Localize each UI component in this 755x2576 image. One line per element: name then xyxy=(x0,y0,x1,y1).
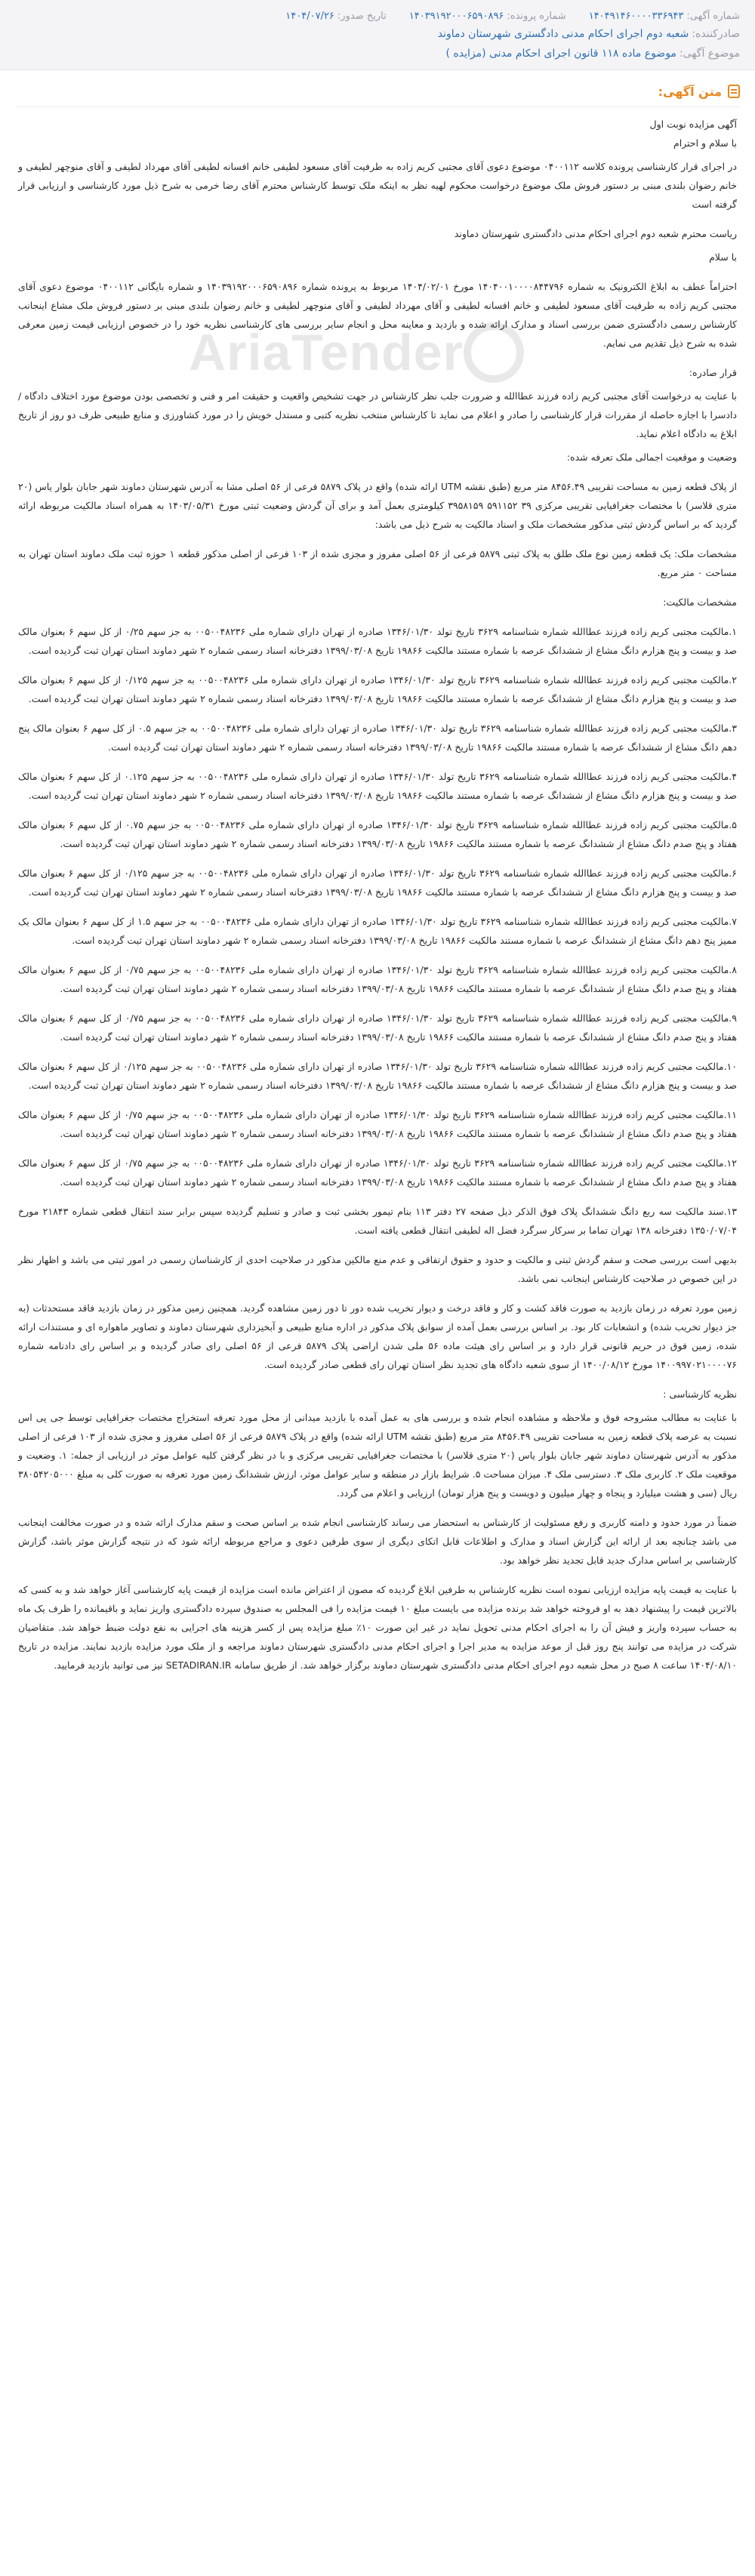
issuer-row: صادرکننده:شعبه دوم اجرای احکام مدنی دادگستری شهرستان دماوند xyxy=(437,28,740,40)
paragraph-reference: احتراماً عطف به ابلاغ الکترونیک به شماره ۱۴۰۴۰۰۱۰۰۰۰۸۴۴۷۹۶ مورخ ۱۴۰۴/۰۲/۰۱ مربوط به پرونده شماره ۱۴۰۳۹۱۹۲۰۰۰۶۵۹۰۸۹۶ و شماره بایگانی ۰۴۰۰۱۱۲ موضوع دعوی آقای مجتبی کریم زاده به طرفیت آقای مسعود لطیفی و خانم افسانه لطیفی و آقای مهرداد لطیفی و آقای منوچهر لطیفی و خانم رضوان بلندی مبنی بر دستور فروش ملک مشاع اینجانب کارشناس رسمی دادگستری ضمن بررسی اسناد و مدارک ارائه شده و بازدید و معاینه محل و انجام سایر بررسی های کارشناسی نظریه خود را در خصوص ارزیابی قیمت زمین معرفی شده به شرح ذیل تقدیم می نمایم. xyxy=(18,281,738,349)
ownership-item: ۱.مالکیت مجتبی کریم زاده فرزند عطاالله شماره شناسنامه ۳۶۲۹ تاریخ تولد ۱۳۴۶/۰۱/۳۰ صادره از تهران دارای شماره ملی ۰۰۵۰۰۴۸۲۳۶ به جز سهم ۰/۲۵ از کل سهم ۶ بعنوان مالک صد و بیست و پنج هزارم دانگ مشاع از ششدانگ عرصه با شماره مستند مالکیت ۱۹۸۶۶ تاریخ ۱۳۹۹/۰۳/۰۸ دفترخانه اسناد رسمی شماره ۲ شهر دماوند استان تهران ثبت گردیده است. xyxy=(18,626,737,656)
ownership-item: ۴.مالکیت مجتبی کریم زاده فرزند عطاالله شماره شناسنامه ۳۶۲۹ تاریخ تولد ۱۳۴۶/۰۱/۳۰ صادره از تهران دارای شماره ملی ۰۰۵۰۰۴۸۲۳۶ به جز سهم ۰.۱۲۵ از کل سهم ۶ بعنوان مالک صد و بیست و پنج هزارم دانگ مشاع از ششدانگ عرصه با شماره مستند مالکیت ۱۹۸۶۶ تاریخ ۱۳۹۹/۰۳/۰۸ دفترخانه اسناد رسمی شماره ۲ شهر دماوند استان تهران ثبت گردیده است. xyxy=(18,771,737,801)
paragraph-disclaimer: بدیهی است بررسی صحت و سقم گردش ثبتی و مالکیت و حدود و حقوق ارتفاقی و عدم منع مالکین مذکور در صلاحیت احدی از کارشناسان رسمی در امور ثبتی می باشد و اظهار نظر در این خصوص در صلاحیت کارشناس اینجانب نمی باشد. xyxy=(18,1254,737,1284)
announcement-header xyxy=(0,0,755,70)
ownership-item: ۷.مالکیت مجتبی کریم زاده فرزند عطاالله شماره شناسنامه ۳۶۲۹ تاریخ تولد ۱۳۴۶/۰۱/۳۰ صادره از تهران دارای شماره ملی ۰۰۵۰۰۴۸۲۳۶ به جز سهم ۱.۵ از کل سهم ۶ بعنوان مالک یک ممیز پنج دهم دانگ مشاع از ششدانگ عرصه با شماره مستند مالکیت ۱۹۸۶۶ تاریخ ۱۳۹۹/۰۳/۰۸ دفترخانه اسناد رسمی شماره ۲ شهر دماوند استان تهران ثبت گردیده است. xyxy=(18,916,737,946)
document-icon xyxy=(728,85,740,98)
paragraph-order: با عنایت به درخواست آقای مجتبی کریم زاده فرزند عطاالله و ضرورت جلب نظر کارشناس در جهت تشخیص واقعیت و حقیقت امر و فنی و تخصصی بودن موضوع مورد اختلاف دادگاه / دادسرا با اجازه حاصله از مقررات قرار کارشناسی را صادر و اعلام می نماید تا کارشناس منتخب نظریه کتبی و مستدل خویش را در مورد کشاورزی و منابع طبیعی ظرف دو روز از تاریخ ابلاغ به دادگاه اعلام نماید. xyxy=(18,390,737,439)
heading-order: قرار صادره: xyxy=(689,367,737,378)
case-number: شماره پرونده:۱۴۰۳۹۱۹۲۰۰۰۶۵۹۰۸۹۶ xyxy=(408,10,566,22)
ownership-item: ۱۰.مالکیت مجتبی کریم زاده فرزند عطاالله شماره شناسنامه ۳۶۲۹ تاریخ تولد ۱۳۴۶/۰۱/۳۰ صادره از تهران دارای شماره ملی ۰۰۵۰۰۴۸۲۳۶ به جز سهم ۰/۱۲۵ از کل سهم ۶ بعنوان مالک صد و بیست و پنج هزارم دانگ مشاع از ششدانگ عرصه با شماره مستند مالکیت ۱۹۸۶۶ تاریخ ۱۳۹۹/۰۳/۰۸ دفترخانه اسناد رسمی شماره ۲ شهر دماوند استان تهران ثبت گردیده است. xyxy=(18,1061,737,1091)
paragraph-property-specs: مشخصات ملک: یک قطعه زمین نوع ملک طلق به پلاک ثبتی ۵۸۷۹ فرعی از ۵۶ اصلی مفروز و مجزی شده از ۱۰۳ فرعی از اصلی مذکور قطعه ۱ حوزه ثبت ملک دماوند استان تهران به مساحت ۰ متر مربع. xyxy=(18,548,737,578)
issue-date: تاریخ صدور:۱۴۰۴/۰۷/۲۶ xyxy=(285,10,387,22)
ownership-item: ۵.مالکیت مجتبی کریم زاده فرزند عطاالله شماره شناسنامه ۳۶۲۹ تاریخ تولد ۱۳۴۶/۰۱/۳۰ صادره از تهران دارای شماره ملی ۰۰۵۰۰۴۸۲۳۶ به جز سهم ۰.۷۵ از کل سهم ۶ بعنوان مالک هفتاد و پنج صدم دانگ مشاع از ششدانگ عرصه با شماره مستند مالکیت ۱۹۸۶۶ تاریخ ۱۳۹۹/۰۳/۰۸ دفترخانه اسناد رسمی شماره ۲ شهر دماوند استان تهران ثبت گردیده است. xyxy=(18,819,737,849)
paragraph-salutation: با سلام xyxy=(709,251,737,263)
meta-row xyxy=(15,8,740,24)
ownership-item: ۱۳.سند مالکیت سه ربع دانگ ششدانگ پلاک فوق الذکر ذیل صفحه ۲۷ دفتر ۱۱۳ بنام تیمور بخشی ثبت و صادر و تسلیم گردیده سپس برابر سند انتقال قطعی شماره ۲۱۸۴۳ مورخ ۱۳۵۰/۰۷/۰۴ دفترخانه ۱۳۸ تهران تماما بر سرکار سرگرد فضل اله لطیفی انتقال قطعی یافته است. xyxy=(18,1206,738,1236)
heading-property-status: وضعیت و موقعیت اجمالی ملک تعرفه شده: xyxy=(566,451,737,463)
paragraph-greeting: با سلام و احترام xyxy=(673,137,737,149)
heading-ownership: مشخصات مالکیت: xyxy=(663,596,737,608)
paragraph-addressee: ریاست محترم شعبه دوم اجرای احکام مدنی دادگستری شهرستان دماوند xyxy=(454,228,737,239)
paragraph-title: آگهی مزایده نوبت اول xyxy=(649,119,737,130)
ownership-item: ۱۲.مالکیت مجتبی کریم زاده فرزند عطاالله شماره شناسنامه ۳۶۲۹ تاریخ تولد ۱۳۴۶/۰۱/۳۰ صادره از تهران دارای شماره ملی ۰۰۵۰۰۴۸۲۳۶ به جز سهم ۰/۷۵ از کل سهم ۶ بعنوان مالک هفتاد و پنج صدم دانگ مشاع از ششدانگ عرصه با شماره مستند مالکیت ۱۹۸۶۶ تاریخ ۱۳۹۹/۰۳/۰۸ دفترخانه اسناد رسمی شماره ۲ شهر دماوند استان تهران ثبت گردیده است. xyxy=(18,1157,737,1188)
announcement-body xyxy=(0,107,755,1675)
paragraph-intro: در اجرای قرار کارشناسی پرونده کلاسه ۰۴۰۰۱۱۲ موضوع دعوی آقای مجتبی کریم زاده به طرفیت آقای مسعود لطیفی خانم افسانه لطیفی آقای مهرداد لطیفی و آقای منوچهر لطیفی و خانم رضوان بلندی مبنی بر دستور فروش ملک موضوع درخواست محکوم لهیه نظر به اینکه ملک توسط کارشناس محترم آقای رضا خرمی به شرح ذیل مورد کارشناسی و ارزیابی قرار گرفته است xyxy=(18,161,737,210)
heading-expert-opinion: نظریه کارشناسی : xyxy=(663,1388,737,1400)
announcement-number: شماره آگهی:۱۴۰۴۹۱۴۶۰۰۰۰۳۳۶۹۴۳ xyxy=(588,10,740,22)
ownership-item: ۳.مالکیت مجتبی کریم زاده فرزند عطاالله شماره شناسنامه ۳۶۲۹ تاریخ تولد ۱۳۴۶/۰۱/۳۰ صادره از تهران دارای شماره ملی ۰۰۵۰۰۴۸۲۳۶ به جز سهم ۰.۵ از کل سهم ۶ بعنوان مالک پنج دهم دانگ مشاع از ششدانگ عرصه با شماره مستند مالکیت ۱۹۸۶۶ تاریخ ۱۳۹۹/۰۳/۰۸ دفترخانه اسناد رسمی شماره ۲ شهر دماوند استان تهران ثبت گردیده است. xyxy=(18,723,737,753)
ownership-item: ۶.مالکیت مجتبی کریم زاده فرزند عطاالله شماره شناسنامه ۳۶۲۹ تاریخ تولد ۱۳۴۶/۰۱/۳۰ صادره از تهران دارای شماره ملی ۰۰۵۰۰۴۸۲۳۶ به جز سهم ۰/۱۲۵ از کل سهم ۶ بعنوان مالک صد و بیست و پنج هزارم دانگ مشاع از ششدانگ عرصه با شماره مستند مالکیت ۱۹۸۶۶ تاریخ ۱۳۹۹/۰۳/۰۸ دفترخانه اسناد رسمی شماره ۲ شهر دماوند استان تهران ثبت گردیده است. xyxy=(18,867,737,898)
subject-row: موضوع آگهی:موضوع ماده ۱۱۸ قانون اجرای احکام مدنی (مزایده ) xyxy=(445,48,740,60)
paragraph-property-location: از پلاک قطعه زمین به مساحت تقریبی ۸۴۵۶.۴۹ متر مربع (طبق نقشه UTM ارائه شده) واقع در پلاک ۵۸۷۹ فرعی از ۵۶ اصلی مشا به آدرس شهرستان دماوند شهر جابان بلوار یاس (۲۰ متری قلاسر) با مختصات جغرافیایی تقریبی مرکزی ۳۹ ۵۹۱۱۵۲ ۳۹۵۸۱۵۹ کیلومتری بعمل آمد و برای آن گردش وضعیت ثبتی مورخ ۱۴۰۳/۰۵/۳۱ به همراه اسناد مالکیت مربوطه ارائه گردید که بر اساس گردش ثبتی مذکور مشخصات ملک و اسناد مالکیت به شرح ذیل می باشد: xyxy=(18,481,737,530)
paragraph-expert-opinion: با عنایت به مطالب مشروحه فوق و ملاحظه و مشاهده انجام شده و بررسی های به عمل آمده با بازدید میدانی از محل مورد تعرفه استخراج مختصات جغرافیایی توسط جی پی اس نسبت به عرصه پلاک قطعه زمین به مساحت تقریبی ۸۴۵۶.۴۹ متر مربع (طبق نقشه UTM ارائه شده) واقع در پلاک ۵۸۷۹ فرعی از ۵۶ اصلی مفروز و مجزی شده از ۱۰۳ فرعی از اصلی مذکور به آدرس شهرستان دماوند شهر جابان بلوار یاس (۲۰ متری قلاسر) با مختصات جغرافیایی تقریبی مرکزی و با در نظر گرفتن کلیه عوامل موثر در ارزیابی از جمله: ۱. وضعیت و موقعیت ملک ۲. کاربری ملک ۳. دسترسی ملک ۴. میزان مساحت ۵. شرایط بازار در منطقه و سایر عوامل موثر، ارزش ششدانگ زمین مورد تعرفه به صورت کلی به مبلغ ۳۸۰۵۴۲۰۵۰۰۰ ریال (سی و هشت میلیارد و پنجاه و چهار میلیون و دویست و پنج هزار تومان) ارزیابی و اعلام می گردد. xyxy=(18,1412,738,1499)
ownership-item: ۸.مالکیت مجتبی کریم زاده فرزند عطاالله شماره شناسنامه ۳۶۲۹ تاریخ تولد ۱۳۴۶/۰۱/۳۰ صادره از تهران دارای شماره ملی ۰۰۵۰۰۴۸۲۳۶ به جز سهم ۰/۷۵ از کل سهم ۶ بعنوان مالک هفتاد و پنج صدم دانگ مشاع از ششدانگ عرصه با شماره مستند مالکیت ۱۹۸۶۶ تاریخ ۱۳۹۹/۰۳/۰۸ دفترخانه اسناد رسمی شماره ۲ شهر دماوند استان تهران ثبت گردیده است. xyxy=(18,964,737,994)
section-header xyxy=(0,76,755,106)
paragraph-auction-terms: با عنایت به قیمت پایه مزایده ارزیابی نموده است نظریه کارشناس به طرفین ابلاغ گردیده که مصون از اعتراض مانده است مزایده از قیمت پایه کارشناسی آغاز خواهد شد و به کسی که بالاترین قیمت را پیشنهاد دهد به او فروخته خواهد شد برنده مزایده می بایست مبلغ ۱۰ قیمت مزایده را فی المجلس به صندوق سپرده دادگستری واریز نماید و باقیمانده را ظرف یک ماه به حساب سپرده واریز و فیش آن را به اجرای احکام مدنی تحویل نماید در غیر این صورت ۱۰٪ مبلغ مزایده پس از کسر هزینه های اجرایی به نفع دولت ضبط خواهد شد. متقاضیان شرکت در مزایده می توانند پنج روز قبل از موعد مزایده به مدیر اجرا و اجرای احکام مدنی دادگستری شهرستان دماوند مراجعه و از ملک مورد مزایده بازدید نمایند. مزایده در تاریخ ۱۴۰۴/۰۸/۱۰ ساعت ۸ صبح در محل شعبه دوم اجرای احکام مدنی دادگستری شهرستان دماوند برگزار خواهد شد. از طریق سامانه SETADIRAN.IR نیز می توانید بازدید فرمایید. xyxy=(18,1584,737,1671)
paragraph-site-visit: زمین مورد تعرفه در زمان بازدید به صورت فاقد کشت و کار و فاقد درخت و دیوار تخریب شده دور تا دور زمین مشاهده گردید. همچنین زمین مذکور در زمان بازدید فاقد مستحدثات (به جز دیوار تخریب شده) و انشعابات کار بود. بر اساس بررسی بعمل آمده از سوابق پلاک مذکور در اداره منابع طبیعی و آبخیزداری شهرستان دماوند و تصاویر ماهواره ای و مستندات ارائه شده، زمین فوق در حریم قانونی قرار دارد و بر اساس رای هیئت ماده ۵۶ ملی شدن اراضی پلاک ۵۸۷۹ فرعی از ۵۶ اصلی رای صادر گردیده و بر اساس رای دادنامه شماره ۱۴۰۰۹۹۷۰۲۱۰۰۰۰۷۶ مورخ ۱۴۰۰/۰۸/۱۲ از سوی شعبه دادگاه های تجدید نظر استان تهران رای قطعی صادر گردیده است. xyxy=(18,1302,738,1370)
watermark-text: AriaTender xyxy=(189,324,464,381)
ownership-item: ۹.مالکیت مجتبی کریم زاده فرزند عطاالله شماره شناسنامه ۳۶۲۹ تاریخ تولد ۱۳۴۶/۰۱/۳۰ صادره از تهران دارای شماره ملی ۰۰۵۰۰۴۸۲۳۶ به جز سهم ۰/۷۵ از کل سهم ۶ بعنوان مالک هفتاد و پنج صدم دانگ مشاع از ششدانگ عرصه با شماره مستند مالکیت ۱۹۸۶۶ تاریخ ۱۳۹۹/۰۳/۰۸ دفترخانه اسناد رسمی شماره ۲ شهر دماوند استان تهران ثبت گردیده است. xyxy=(18,1012,737,1043)
paragraph-liability: ضمناً در مورد حدود و دامنه کاربری و رفع مسئولیت از کارشناس به استحضار می رساند کارشناسی انجام شده بر اساس صحت و سقم مدارک ارائه شده و در صورت مخالفت اینجانب می باشد چنانچه بعد از ارائه این گزارش اسناد و مدارک و اطلاعات قابل اتکای دیگری از سوی طرفین دعوی و مراجع مربوطه ارائه شود که در نتیجه گزارش موثر باشد، گزارش کارشناسی بر اساس مدارک جدید قابل تجدید نظر خواهد بود. xyxy=(18,1517,737,1566)
ownership-item: ۱۱.مالکیت مجتبی کریم زاده فرزند عطاالله شماره شناسنامه ۳۶۲۹ تاریخ تولد ۱۳۴۶/۰۱/۳۰ صادره از تهران دارای شماره ملی ۰۰۵۰۰۴۸۲۳۶ به جز سهم ۰/۷۵ از کل سهم ۶ بعنوان مالک هفتاد و پنج صدم دانگ مشاع از ششدانگ عرصه با شماره مستند مالکیت ۱۹۸۶۶ تاریخ ۱۳۹۹/۰۳/۰۸ دفترخانه اسناد رسمی شماره ۲ شهر دماوند استان تهران ثبت گردیده است. xyxy=(18,1109,737,1139)
ownership-item: ۲.مالکیت مجتبی کریم زاده فرزند عطاالله شماره شناسنامه ۳۶۲۹ تاریخ تولد ۱۳۴۶/۰۱/۳۰ صادره از تهران دارای شماره ملی ۰۰۵۰۰۴۸۲۳۶ به جز سهم ۰/۱۲۵ از کل سهم ۶ بعنوان مالک صد و بیست و پنج هزارم دانگ مشاع از ششدانگ عرصه با شماره مستند مالکیت ۱۹۸۶۶ تاریخ ۱۳۹۹/۰۳/۰۸ دفترخانه اسناد رسمی شماره ۲ شهر دماوند استان تهران ثبت گردیده است. xyxy=(18,674,737,704)
section-title: متن آگهی: xyxy=(658,84,722,99)
